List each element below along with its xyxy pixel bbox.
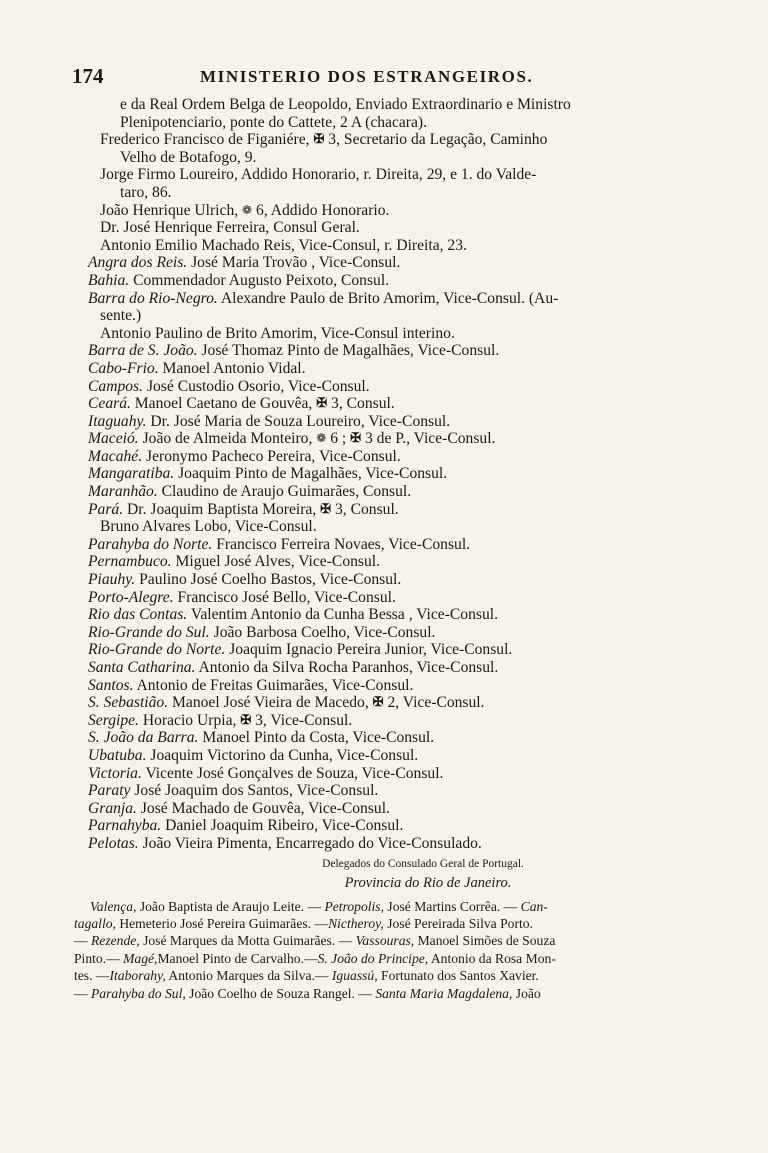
text-run: Rezende, — [91, 933, 140, 949]
text-run: Manoel Antonio Vidal. — [162, 359, 306, 377]
consulate-entry — [88, 378, 728, 396]
consulate-entry — [88, 589, 728, 607]
text-run: Can- — [520, 898, 548, 914]
text-run: Vicente José Gonçalves de Souza, Vice-Consul. — [145, 764, 444, 782]
place-name: Parahyba do Norte. — [88, 535, 213, 553]
place-name: Itaguahy. — [88, 412, 147, 430]
text-run: João Barbosa Coelho, Vice-Consul. — [213, 623, 436, 641]
consulate-entry — [88, 342, 728, 360]
running-title: MINISTERIO DOS ESTRANGEIROS. — [200, 67, 534, 86]
text-line — [88, 131, 728, 149]
text-run: João de Almeida Monteiro, — [142, 430, 313, 448]
consulate-entry — [88, 782, 728, 800]
place-name: Porto-Alegre. — [88, 588, 174, 606]
order-cross-icon: ✠ — [313, 131, 325, 147]
text-run: Miguel José Alves, Vice-Consul. — [175, 553, 381, 571]
text-run: Manoel José Vieira de Macedo, — [172, 694, 369, 712]
text-run: Jeronymo Pacheco Pereira, Vice-Consul. — [146, 447, 401, 465]
text-run: Antonio da Silva Rocha Paranhos, Vice-Consul. — [198, 659, 499, 676]
text-run: Horacio Urpia, — [142, 711, 237, 729]
place-name: Parnahyba. — [88, 817, 162, 835]
page-number: 174 — [72, 64, 104, 88]
text-line — [88, 325, 728, 343]
text-run: Plenipotenciario, ponte do Cattete, 2 A (chacara). — [120, 113, 428, 131]
text-run: Antonio Marques da Silva.— — [165, 968, 332, 984]
place-name: Macahé. — [88, 447, 143, 465]
paragraph-line — [74, 932, 728, 949]
place-name: Rio das Contas. — [88, 606, 188, 624]
consulate-entry — [88, 413, 728, 431]
paragraph-line — [74, 967, 728, 984]
section-heading: Delegados do Consulado Geral de Portugal. — [322, 857, 524, 870]
consulate-entry — [88, 747, 728, 765]
text-line — [88, 149, 728, 167]
consulate-entry — [88, 641, 728, 659]
text-run: Fortunato dos Santos Xavier. — [377, 968, 539, 984]
text-run: 3, Secretario da Legação, Caminho — [328, 131, 548, 149]
text-run: S. João do Principe, — [317, 950, 429, 966]
text-run: Vassouras, — [355, 933, 415, 949]
text-run: 3, Vice-Consul. — [255, 711, 353, 729]
place-name: Santa Catharina. — [88, 659, 196, 676]
place-name: S. João da Barra. — [88, 729, 199, 747]
text-run: Daniel Joaquim Ribeiro, Vice-Consul. — [165, 817, 404, 835]
consulate-entry — [88, 729, 728, 747]
place-name: Rio-Grande do Sul. — [88, 623, 210, 641]
text-run: Parahyba do Sul, — [91, 985, 186, 1001]
order-medal-icon: ❁ — [242, 202, 253, 217]
text-line — [88, 166, 728, 184]
text-run: Paulino José Coelho Bastos, Vice-Consul. — [139, 571, 402, 589]
province-heading: Provincia do Rio de Janeiro. — [344, 874, 512, 891]
text-run: Pinto.— — [74, 950, 124, 966]
text-run: José Machado de Gouvêa, Vice-Consul. — [140, 799, 390, 817]
text-run: Itaborahy, — [109, 968, 166, 984]
paragraph-line — [74, 950, 728, 967]
text-run: Commendador Augusto Peixoto, Consul. — [133, 271, 390, 289]
text-line — [88, 114, 728, 132]
place-name: Angra dos Reis. — [88, 254, 188, 272]
text-run: Valentim Antonio da Cunha Bessa , Vice-Consul. — [190, 606, 498, 624]
place-name: Maranhão. — [88, 483, 158, 501]
text-run: Dr. Joaquim Baptista Moreira, — [127, 500, 317, 518]
consulate-entry — [88, 290, 728, 308]
place-name: Victoria. — [88, 764, 142, 782]
text-run: José Martins Corrêa. — — [384, 898, 521, 914]
text-run: 3, Consul. — [334, 500, 399, 518]
consulate-entry — [88, 571, 728, 589]
text-run: tes. — — [74, 968, 110, 984]
place-name: S. Sebastião. — [88, 694, 169, 712]
consulate-entry — [88, 360, 728, 378]
paragraph-line — [74, 985, 728, 1002]
consulate-entry — [88, 694, 728, 712]
text-run: Hemeterio José Pereira Guimarães. — — [115, 915, 329, 931]
consulate-entry — [88, 553, 728, 571]
place-name: Pelotas. — [88, 834, 139, 852]
consulate-entry — [88, 465, 728, 483]
text-run: Claudino de Araujo Guimarães, Consul. — [161, 483, 412, 501]
text-run: Iguassú, — [331, 968, 378, 984]
text-line — [88, 518, 728, 536]
place-name: Santos. — [88, 676, 134, 694]
text-run: 6, Addido Honorario. — [256, 201, 390, 219]
text-run: Velho de Botafogo, 9. — [120, 148, 257, 166]
text-run: sente.) — [100, 307, 142, 325]
place-name: Sergipe. — [88, 711, 139, 729]
text-run: 3, Consul. — [331, 395, 395, 413]
consulate-entry — [88, 430, 728, 448]
paragraph-line — [74, 898, 728, 915]
consulate-entry — [88, 536, 728, 554]
place-name: Bahia. — [88, 271, 130, 289]
text-run: 2, Vice-Consul. — [387, 694, 485, 712]
text-run: João Vieira Pimenta, Encarregado do Vice-Consulado. — [142, 834, 482, 852]
place-name: Granja. — [88, 799, 137, 817]
place-name: Rio-Grande do Norte. — [88, 641, 226, 659]
place-name: Maceió. — [88, 430, 139, 448]
consulate-entry — [88, 483, 728, 501]
order-medal-icon: ❁ — [316, 431, 327, 446]
text-run: Frederico Francisco de Figaniére, — [100, 131, 310, 149]
order-cross-icon: ✠ — [350, 430, 362, 446]
text-run: Alexandre Paulo de Brito Amorim, Vice-Consul. (Au- — [220, 289, 559, 307]
text-run: Dr. José Maria de Souza Loureiro, Vice-Consul. — [150, 412, 451, 430]
text-line — [88, 219, 728, 237]
consulate-entry — [88, 817, 728, 835]
text-run: Magé, — [123, 950, 158, 966]
text-run: José Marques da Motta Guimarães. — — [139, 933, 356, 949]
text-run: José Maria Trovão , Vice-Consul. — [191, 254, 401, 272]
text-run: Manoel Caetano de Gouvêa, — [134, 395, 313, 413]
text-line — [88, 96, 728, 114]
text-line — [88, 307, 728, 325]
place-name: Cabo-Frio. — [88, 359, 159, 377]
text-run: e da Real Ordem Belga de Leopoldo, Enviado Extraordinario e Ministro — [120, 96, 571, 113]
text-run: tagallo, — [74, 915, 116, 931]
place-name: Pernambuco. — [88, 553, 172, 571]
page-body — [74, 96, 728, 1002]
text-run: José Custodio Osorio, Vice-Consul. — [146, 377, 370, 395]
text-run: Antonio da Rosa Mon- — [428, 950, 556, 966]
place-name: Ubatuba. — [88, 746, 147, 764]
text-run: João Coelho de Souza Rangel. — — [185, 985, 376, 1001]
text-run: Francisco Ferreira Novaes, Vice-Consul. — [216, 535, 471, 553]
consulate-entry — [88, 765, 728, 783]
text-run: Petropolis, — [324, 898, 384, 914]
text-run: Manoel Simões de Souza — [414, 933, 556, 949]
text-run: taro, 86. — [120, 183, 172, 201]
text-run: Dr. José Henrique Ferreira, Consul Geral. — [100, 219, 360, 237]
place-name: Mangaratiba. — [88, 465, 175, 483]
text-run: Santa Maria Magdalena, — [375, 985, 513, 1001]
consulate-entry — [88, 272, 728, 290]
place-name: Pará. — [88, 500, 124, 518]
text-run: João Henrique Ulrich, — [100, 201, 239, 219]
text-run: Joaquim Pinto de Magalhães, Vice-Consul. — [178, 465, 448, 483]
text-run: Antonio Emilio Machado Reis, Vice-Consul, r. Direita, 23. — [100, 236, 467, 254]
consulate-entry — [88, 835, 728, 853]
place-name: Barra do Rio-Negro. — [88, 289, 218, 307]
consulate-entry — [88, 800, 728, 818]
text-line — [88, 237, 728, 255]
place-name: Barra de S. João. — [88, 342, 198, 360]
text-run: — — [74, 933, 91, 949]
consulate-entry — [88, 501, 728, 519]
text-run: João — [512, 985, 541, 1001]
text-run: Jorge Firmo Loureiro, Addido Honorario, r. Direita, 29, e 1. do Valde- — [100, 166, 537, 184]
text-run: Bruno Alvares Lobo, Vice-Consul. — [100, 518, 317, 536]
order-cross-icon: ✠ — [240, 711, 252, 727]
order-cross-icon: ✠ — [316, 395, 328, 411]
text-run: José Thomaz Pinto de Magalhães, Vice-Consul. — [201, 342, 500, 360]
consulate-entry — [88, 606, 728, 624]
consulate-entry — [88, 448, 728, 466]
paragraph-line — [74, 915, 728, 932]
order-cross-icon: ✠ — [320, 500, 332, 516]
place-name: Paraty — [88, 782, 131, 800]
text-run: João Baptista de Araujo Leite. — — [136, 898, 325, 914]
text-run: 3 de P., Vice-Consul. — [364, 430, 496, 448]
consulate-entry — [88, 677, 728, 695]
text-line — [88, 184, 728, 202]
consulate-entry — [88, 624, 728, 642]
place-name: Campos. — [88, 377, 144, 395]
text-run: Joaquim Ignacio Pereira Junior, Vice-Consul. — [229, 641, 513, 659]
text-line — [88, 202, 728, 220]
text-run: Nictheroy, — [328, 915, 384, 931]
text-run: — — [74, 985, 91, 1001]
order-cross-icon: ✠ — [372, 694, 384, 710]
text-run: Antonio Paulino de Brito Amorim, Vice-Consul interino. — [100, 324, 455, 342]
place-name: Ceará. — [88, 395, 131, 413]
text-run: Valença, — [90, 898, 137, 914]
text-run: Manoel Pinto da Costa, Vice-Consul. — [202, 729, 435, 747]
text-run: José Joaquim dos Santos, Vice-Consul. — [134, 782, 379, 800]
text-run: José Pereirada Silva Porto. — [383, 915, 533, 931]
consulate-entry — [88, 659, 728, 677]
consulate-entry — [88, 712, 728, 730]
text-run: Manoel Pinto de Carvalho.— — [157, 950, 318, 966]
place-name: Piauhy. — [88, 571, 136, 589]
consulate-entry — [88, 395, 728, 413]
text-run: 6 ; — [330, 430, 347, 448]
consulate-entry — [88, 254, 728, 272]
text-run: Joaquim Victorino da Cunha, Vice-Consul. — [150, 746, 419, 764]
text-run: Francisco José Bello, Vice-Consul. — [177, 588, 396, 606]
page-header — [72, 64, 712, 90]
text-run: Antonio de Freitas Guimarães, Vice-Consul. — [136, 676, 414, 694]
